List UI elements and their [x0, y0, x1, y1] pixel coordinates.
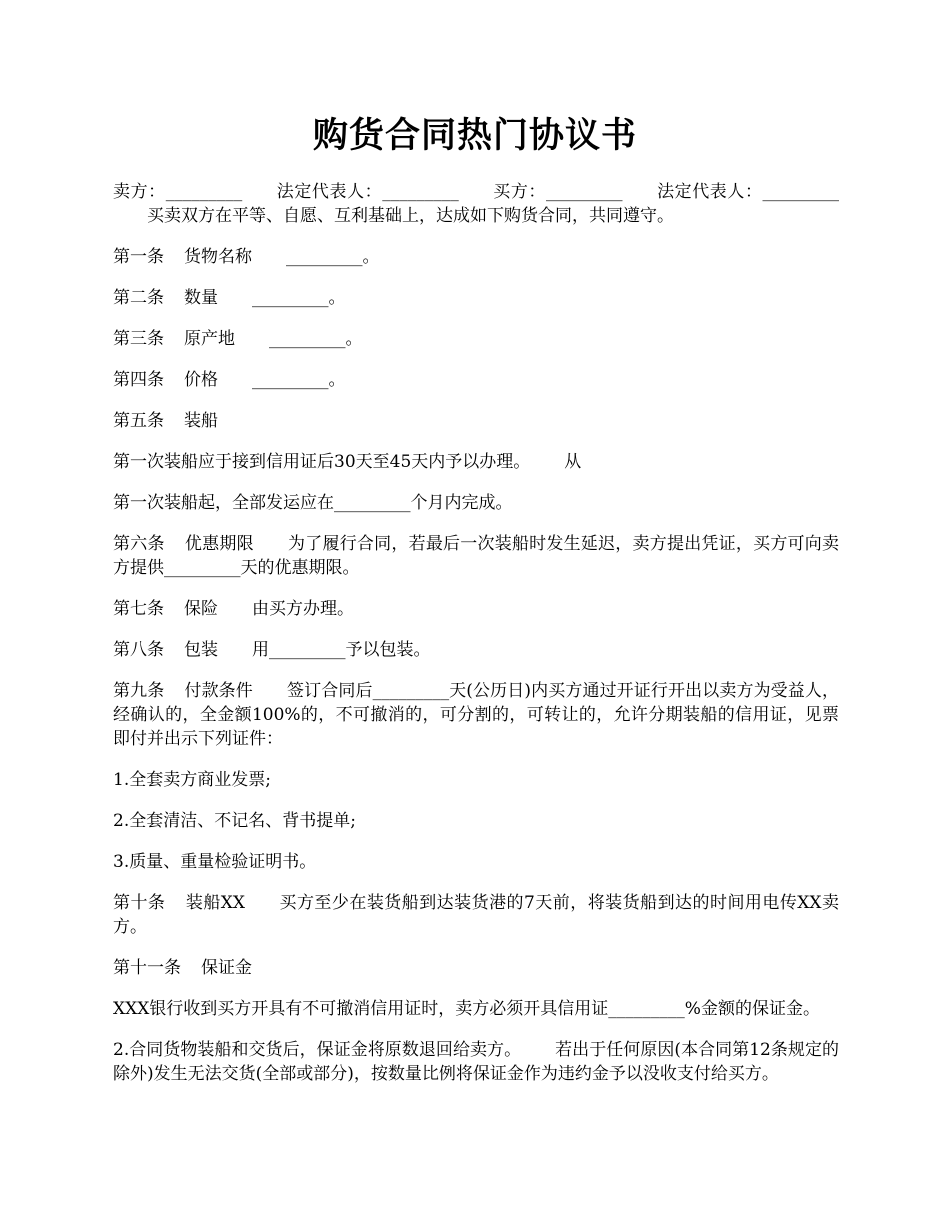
clause-heading: 第四条 — [113, 370, 164, 390]
shipment-line-2: 第一次装船起，全部发运应在_________个月内完成。 — [113, 493, 513, 513]
clause-heading: 第一条 — [113, 247, 164, 267]
clause-name: 优惠期限 — [184, 534, 254, 554]
preamble-text: 买卖双方在平等、自愿、互利基础上，达成如下购货合同，共同遵守。 — [147, 206, 674, 226]
clause-text: _________。 — [286, 247, 380, 267]
clause-2 — [113, 286, 839, 310]
clause-heading: 第三条 — [113, 329, 164, 349]
clause-text: 用_________予以包装。 — [252, 640, 431, 660]
clause-name: 原产地 — [184, 329, 235, 349]
clause-name: 付款条件 — [184, 681, 253, 701]
clause-name: 装船XX — [185, 893, 246, 913]
deposit-line-2 — [113, 1038, 839, 1086]
deposit-text-b: 若出于任何原因(本合同第12条规定的除外)发生无法交货(全部或部分)，按数量比例将保证金作为违约金予以没收支付给买方。 — [113, 1040, 840, 1084]
clause-text: 由买方办理。 — [252, 599, 354, 619]
clause-name: 价格 — [184, 370, 218, 390]
clause-text: _________。 — [269, 329, 363, 349]
list-item: 1.全套卖方商业发票; — [113, 770, 271, 790]
clause-heading: 第七条 — [113, 599, 164, 619]
seller-rep-field: 法定代表人：_________ — [276, 182, 459, 202]
clause-8 — [113, 638, 839, 662]
document-title: 购货合同热门协议书 — [312, 116, 637, 156]
clause-3 — [113, 327, 839, 351]
clause-heading: 第九条 — [113, 681, 165, 701]
buyer-field: 买方：_________ — [492, 182, 623, 202]
deposit-text-a: 2.合同货物装船和交货后，保证金将原数退回给卖方。 — [113, 1040, 522, 1060]
clause-text: 买方至少在装货船到达装货港的7天前，将装货船到达的时间用电传XX卖方。 — [113, 893, 839, 937]
clause-1 — [113, 245, 839, 269]
clause-name: 数量 — [184, 288, 218, 308]
clause-heading: 第八条 — [113, 640, 164, 660]
document-body — [113, 180, 839, 1103]
clause-5 — [113, 409, 839, 433]
clause-name: 包装 — [184, 640, 218, 660]
clause-heading: 第十一条 — [113, 958, 181, 978]
deposit-line-1: XXX银行收到买方开具有不可撤消信用证时，卖方必须开具信用证_________%金额的保证金。 — [113, 999, 820, 1019]
clause-heading: 第二条 — [113, 288, 164, 308]
shipment-text: 第一次装船应于接到信用证后30天至45天内予以办理。 — [113, 452, 531, 472]
clause-name: 货物名称 — [184, 247, 252, 267]
buyer-rep-field: 法定代表人：_________ — [656, 182, 840, 202]
clause-text: 签订合同后_________天(公历日)内买方通过开证行开出以卖方为受益人，经确认的，全金额100%的，不可撤消的，可分割的，可转让的，允许分期装船的信用证，见票即付并出示下列证件： — [113, 681, 840, 749]
clause-name: 保证金 — [201, 958, 252, 978]
clause-10 — [113, 891, 839, 939]
clause-4 — [113, 368, 839, 392]
clause-11 — [113, 956, 839, 980]
clause-7 — [113, 597, 839, 621]
clause-name: 保险 — [184, 599, 218, 619]
intro-paragraph — [113, 180, 839, 228]
clause-text: _________。 — [252, 370, 346, 390]
clause-heading: 第十条 — [113, 893, 166, 913]
clause-name: 装船 — [184, 411, 218, 431]
list-item: 3.质量、重量检验证明书。 — [113, 852, 317, 872]
clause-heading: 第五条 — [113, 411, 164, 431]
seller-field: 卖方：_________ — [113, 182, 243, 202]
shipment-line-1 — [113, 450, 839, 474]
clause-9 — [113, 679, 839, 751]
list-item: 2.全套清洁、不记名、背书提单; — [113, 811, 356, 831]
shipment-tail: 从 — [564, 452, 582, 472]
clause-text: _________。 — [252, 288, 346, 308]
clause-heading: 第六条 — [113, 534, 165, 554]
clause-text: 为了履行合同，若最后一次装船时发生延迟，卖方提出凭证，买方可向卖方提供_________天的优惠期限。 — [113, 534, 840, 578]
clause-6 — [113, 532, 839, 580]
